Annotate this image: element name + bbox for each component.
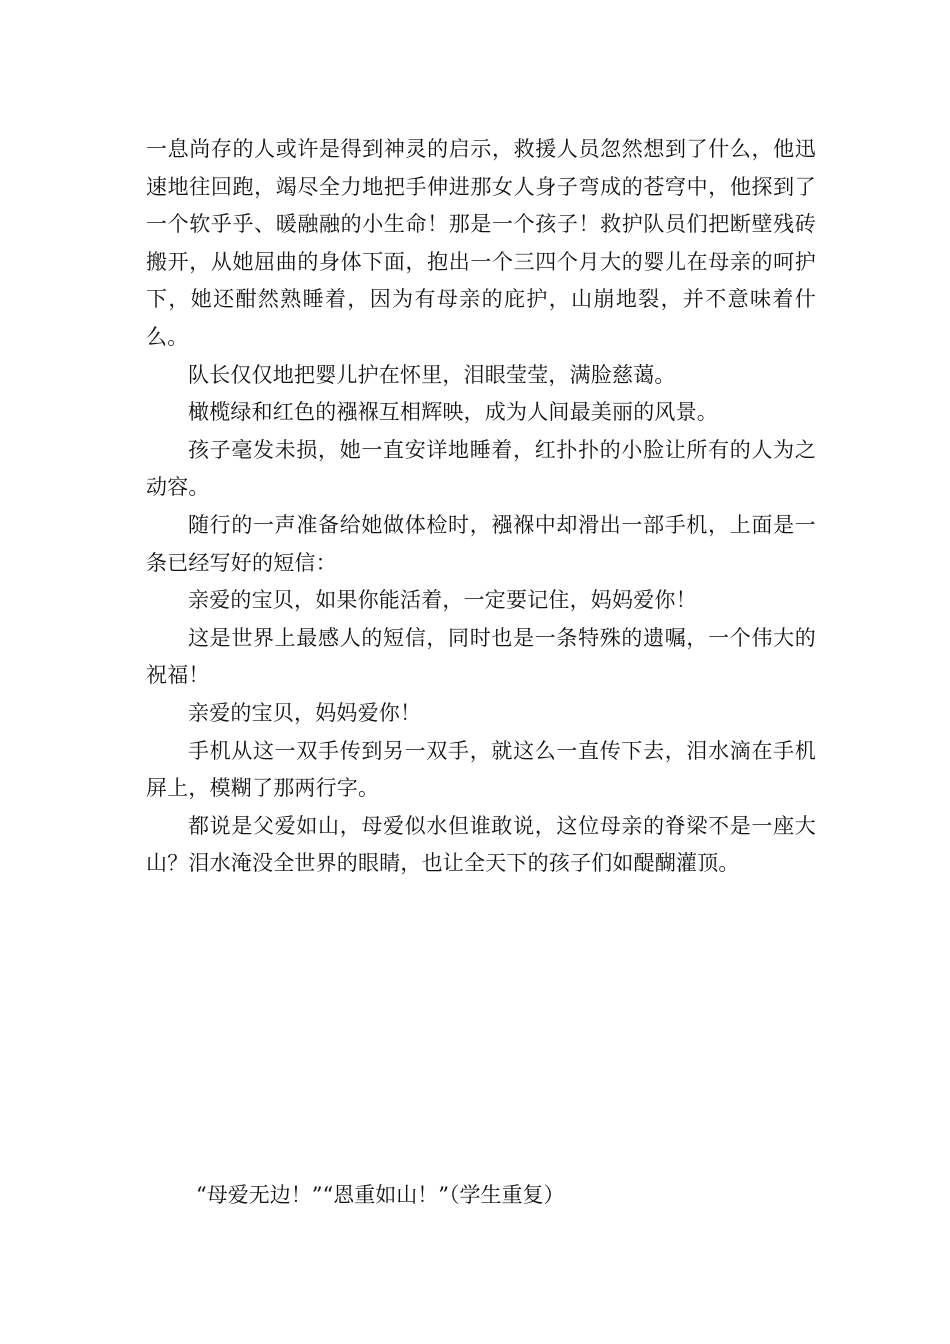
paragraph-love: 亲爱的宝贝，妈妈爱你！ [188,700,422,725]
document-body [146,131,816,883]
closing-line: “母爱无边！”“恩重如山！”（学生重复） [196,1183,565,1207]
paragraph-scenery: 橄榄绿和红色的襁褓互相辉映，成为人间最美丽的风景。 [188,400,718,425]
paragraph-child: 孩子毫发未损，她一直安详地睡着，红扑扑的小脸让所有的人为之动容。 [146,437,816,500]
paragraph-rescue: 一息尚存的人或许是得到神灵的启示，救援人员忽然想到了什么，他迅速地往回跑，竭尽全力地把手伸进那女人身子弯成的苍穹中，他探到了一个软乎乎、暖融融的小生命！那是一个孩子！救护队员们把断壁残砖搬开，从她屈曲的身体下面，抱出一个三四个月大的婴儿在母亲的呵护下，她还酣然熟睡着，因为有母亲的庇护，山崩地裂，并不意味着什么。 [146,137,816,349]
paragraph-blessing: 这是世界上最感人的短信，同时也是一条特殊的遗嘱，一个伟大的祝福！ [146,625,816,688]
paragraph-message: 亲爱的宝贝，如果你能活着，一定要记住，妈妈爱你！ [188,588,697,613]
paragraph-passing: 手机从这一双手传到另一双手，就这么一直传下去，泪水滴在手机屏上，模糊了那两行字。 [146,738,816,801]
paragraph-captain: 队长仅仅地把婴儿护在怀里，泪眼莹莹，满脸慈蔼。 [188,362,676,387]
paragraph-phone: 随行的一声准备给她做体检时，襁褓中却滑出一部手机，上面是一条已经写好的短信： [146,512,816,575]
paragraph-mountain: 都说是父爱如山，母爱似水但谁敢说，这位母亲的脊梁不是一座大山？泪水淹没全世界的眼睛，也让全天下的孩子们如醍醐灌顶。 [146,813,816,876]
